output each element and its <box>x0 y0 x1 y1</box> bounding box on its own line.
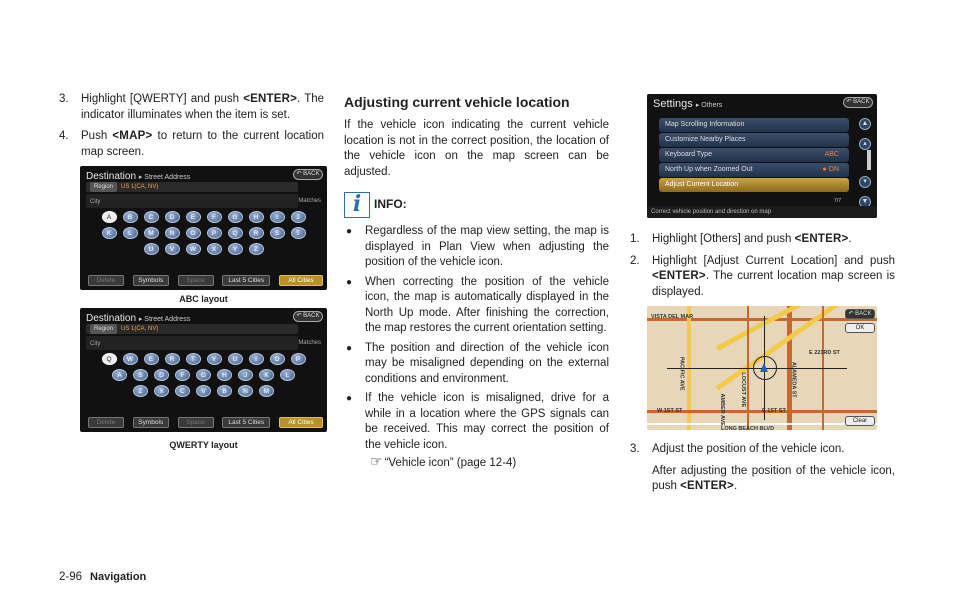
info-bullet: ● When correcting the position of the vehicle icon, the map is automatically displayed in the North Up mode. After finishing the correction, the map restores the current orientation setting. <box>344 275 609 337</box>
key-u[interactable]: U <box>144 243 159 255</box>
region-field: Region US 1(CA, NV) <box>86 324 298 334</box>
map-key-label: <MAP> <box>112 130 153 142</box>
clear-button[interactable]: Clear <box>845 416 875 426</box>
map-label: ALAMEDA ST <box>790 361 797 398</box>
key-f[interactable]: F <box>175 369 190 381</box>
step-number: 1. <box>630 233 640 245</box>
key-r[interactable]: R <box>249 227 264 239</box>
key-m[interactable]: M <box>259 385 274 397</box>
key-o[interactable]: O <box>186 227 201 239</box>
step-3-qwerty <box>59 92 324 123</box>
delete-button[interactable]: Delete <box>88 417 124 428</box>
delete-button[interactable]: Delete <box>88 275 124 286</box>
key-v[interactable]: V <box>196 385 211 397</box>
key-k[interactable]: K <box>102 227 117 239</box>
bullet-dot: ● <box>346 276 353 288</box>
step-text: Highlight [QWERTY] and push <ENTER>. The indicator illuminates when the item is set. <box>81 93 325 121</box>
key-t[interactable]: T <box>291 227 306 239</box>
qwerty-caption: QWERTY layout <box>169 440 238 450</box>
key-b[interactable]: B <box>217 385 232 397</box>
symbols-button[interactable]: Symbols <box>133 275 169 286</box>
space-button[interactable]: Space <box>178 275 214 286</box>
bullet-dot: ● <box>346 342 353 354</box>
screen-title: Settings ▸ Others <box>653 98 723 110</box>
all-cities-button[interactable]: All Cities <box>279 275 323 286</box>
reference-pointer-icon: ☞ <box>370 454 383 470</box>
settings-others-screen <box>647 94 877 218</box>
matches-label: Matches <box>298 340 321 346</box>
key-x[interactable]: X <box>154 385 169 397</box>
step-number: 3. <box>59 93 69 105</box>
key-i[interactable]: I <box>270 211 285 223</box>
step-number: 3. <box>630 443 640 455</box>
key-h[interactable]: H <box>249 211 264 223</box>
scroll-down-icon[interactable]: ▼ <box>859 196 871 208</box>
after-adjust-note <box>630 464 895 495</box>
crosshair-horizontal <box>667 368 847 369</box>
page-footer <box>59 570 146 586</box>
abc-key-grid <box>80 211 327 259</box>
north-up-toggle-value: ● ON <box>822 166 839 173</box>
key-k[interactable]: K <box>259 369 274 381</box>
map-label: W 1ST ST <box>657 408 683 414</box>
section-name: Navigation <box>90 571 147 583</box>
qwerty-key-grid <box>80 353 327 401</box>
abc-caption: ABC layout <box>179 294 228 304</box>
map-label: LONG BEACH BLVD <box>721 426 775 430</box>
menu-item-adjust-current-location[interactable]: Adjust Current Location <box>659 178 849 192</box>
current-location-map-screen[interactable] <box>647 306 877 430</box>
key-n[interactable]: N <box>165 227 180 239</box>
menu-item-map-scrolling-information[interactable]: Map Scrolling Information <box>659 118 849 132</box>
key-e[interactable]: E <box>186 211 201 223</box>
vehicle-icon[interactable] <box>760 363 768 372</box>
key-u[interactable]: U <box>228 353 243 365</box>
map-label: LOCUST AVE <box>740 372 747 408</box>
back-button[interactable]: ↶ BACK <box>843 97 873 108</box>
key-i[interactable]: I <box>249 353 264 365</box>
key-j[interactable]: J <box>291 211 306 223</box>
key-y[interactable]: Y <box>207 353 222 365</box>
key-row <box>80 369 327 381</box>
screen-title: Destination ▸ Street Address <box>86 313 191 324</box>
map-label: AMBER AVE <box>718 393 725 426</box>
key-b[interactable]: B <box>123 211 138 223</box>
page-indicator: 7/7 <box>834 198 841 204</box>
all-cities-button[interactable]: All Cities <box>279 417 323 428</box>
info-label: INFO: <box>374 197 407 212</box>
bullet-dot: ● <box>346 393 353 404</box>
key-c[interactable]: C <box>144 211 159 223</box>
key-d[interactable]: D <box>154 369 169 381</box>
key-s[interactable]: S <box>133 369 148 381</box>
key-row <box>80 227 327 239</box>
key-t[interactable]: T <box>186 353 201 365</box>
key-w[interactable]: W <box>186 243 201 255</box>
back-button[interactable]: ↶ BACK <box>293 311 323 322</box>
city-input[interactable]: City <box>86 194 298 208</box>
key-row <box>80 211 327 223</box>
key-r[interactable]: R <box>165 353 180 365</box>
column-right <box>630 92 895 501</box>
key-s[interactable]: S <box>270 227 285 239</box>
key-w[interactable]: W <box>123 353 138 365</box>
function-buttons <box>88 275 323 286</box>
info-bullet: ● The position and direction of the vehicle icon may be misaligned depending on the external conditions and environment. <box>344 341 609 388</box>
step-text: After adjusting the position of the vehicle icon, push <ENTER>. <box>652 464 895 492</box>
step-text: Push <MAP> to return to the current location map screen. <box>81 130 324 158</box>
bullet-dot: ● <box>346 226 353 237</box>
city-input[interactable]: City <box>86 336 298 350</box>
key-p[interactable]: P <box>291 353 306 365</box>
info-bullet: ● Regardless of the map view setting, the map is displayed in Plan View when adjusting the position of the vehicle icon. <box>344 224 609 271</box>
step-1-others <box>630 232 895 248</box>
abc-keyboard-screen <box>80 166 327 290</box>
key-z[interactable]: Z <box>133 385 148 397</box>
key-f[interactable]: F <box>207 211 222 223</box>
function-buttons <box>88 417 323 428</box>
back-button[interactable]: ↶ BACK <box>845 309 875 319</box>
last-5-cities-button[interactable]: Last 5 Cities <box>222 275 270 286</box>
key-q[interactable]: Q <box>228 227 243 239</box>
scrollbar-thumb[interactable] <box>867 150 871 170</box>
screen-title: Destination ▸ Street Address <box>86 171 191 182</box>
key-v[interactable]: V <box>165 243 180 255</box>
key-a[interactable]: A <box>102 211 117 223</box>
menu-item-keyboard-type[interactable]: Keyboard Type ABC <box>659 148 849 162</box>
back-button[interactable]: ↶ BACK <box>293 169 323 180</box>
cross-reference[interactable] <box>344 455 609 472</box>
step-number: 4. <box>59 130 69 142</box>
key-q[interactable]: Q <box>102 353 117 365</box>
step-text: Adjust the position of the vehicle icon. <box>652 443 845 455</box>
key-m[interactable]: M <box>144 227 159 239</box>
cross-reference-text: “Vehicle icon” (page 12-4) <box>384 457 517 469</box>
info-header <box>344 192 609 218</box>
symbols-button[interactable]: Symbols <box>133 417 169 428</box>
scroll-down-small-icon[interactable]: ▾ <box>859 176 871 188</box>
menu-item-north-up-when-zoomed-out[interactable]: North Up when Zoomed Out ● ON <box>659 163 849 177</box>
map-label: E 1ST ST <box>762 408 786 414</box>
step-2-adjust-location <box>630 254 895 301</box>
key-c[interactable]: C <box>175 385 190 397</box>
key-l[interactable]: L <box>280 369 295 381</box>
key-a[interactable]: A <box>112 369 127 381</box>
key-g[interactable]: G <box>228 211 243 223</box>
settings-menu <box>659 118 849 193</box>
map-label: E 223RD ST <box>809 350 840 356</box>
scroll-up-small-icon[interactable]: ▴ <box>859 138 871 150</box>
region-field: Region US 1(CA, NV) <box>86 182 298 192</box>
step-text: Highlight [Others] and push <ENTER>. <box>652 233 852 245</box>
key-n[interactable]: N <box>238 385 253 397</box>
menu-item-customize-nearby-places[interactable]: Customize Nearby Places <box>659 133 849 147</box>
page-number: 2-96 <box>59 571 83 583</box>
key-row <box>80 353 327 365</box>
space-button[interactable]: Space <box>178 417 214 428</box>
status-bar: Correct vehicle position and direction on map <box>647 206 877 218</box>
enter-key-label: <ENTER> <box>243 93 298 105</box>
section-heading: Adjusting current vehicle location <box>344 94 570 110</box>
key-z[interactable]: Z <box>249 243 264 255</box>
column-middle <box>344 92 609 472</box>
enter-key-label: <ENTER> <box>794 233 849 245</box>
info-bullet: ● If the vehicle icon is misaligned, drive for a while in a location where the GPS signals can be received. This may correct the position of the vehicle icon. <box>344 391 609 453</box>
key-row <box>80 385 327 397</box>
key-h[interactable]: H <box>217 369 232 381</box>
intro-paragraph: If the vehicle icon indicating the current vehicle location is not in the correct position, the location of the vehicle icon on the map screen can be adjusted. <box>344 119 609 178</box>
key-o[interactable]: O <box>270 353 285 365</box>
qwerty-keyboard-screen <box>80 308 327 432</box>
key-j[interactable]: J <box>238 369 253 381</box>
key-d[interactable]: D <box>165 211 180 223</box>
map-label: VISTA DEL MAR <box>651 314 694 320</box>
key-p[interactable]: P <box>207 227 222 239</box>
key-e[interactable]: E <box>144 353 159 365</box>
step-4-map <box>59 129 324 160</box>
last-5-cities-button[interactable]: Last 5 Cities <box>222 417 270 428</box>
key-y[interactable]: Y <box>228 243 243 255</box>
step-text: Highlight [Adjust Current Location] and push <ENTER>. The current location map screen is displayed. <box>652 254 895 298</box>
step-number: 2. <box>630 254 640 267</box>
enter-key-label: <ENTER> <box>652 270 706 282</box>
key-x[interactable]: X <box>207 243 222 255</box>
keyboard-type-value: ABC <box>824 151 839 158</box>
matches-label: Matches <box>298 198 321 204</box>
enter-key-label: <ENTER> <box>680 480 734 492</box>
key-l[interactable]: L <box>123 227 138 239</box>
info-icon: i <box>344 192 370 218</box>
ok-button[interactable]: OK <box>845 323 875 333</box>
key-g[interactable]: G <box>196 369 211 381</box>
column-left <box>59 92 324 451</box>
scroll-up-icon[interactable]: ▲ <box>859 118 871 130</box>
step-3-adjust-icon <box>630 442 895 458</box>
key-row <box>80 243 327 255</box>
map-label: PACIFIC AVE <box>678 356 685 391</box>
